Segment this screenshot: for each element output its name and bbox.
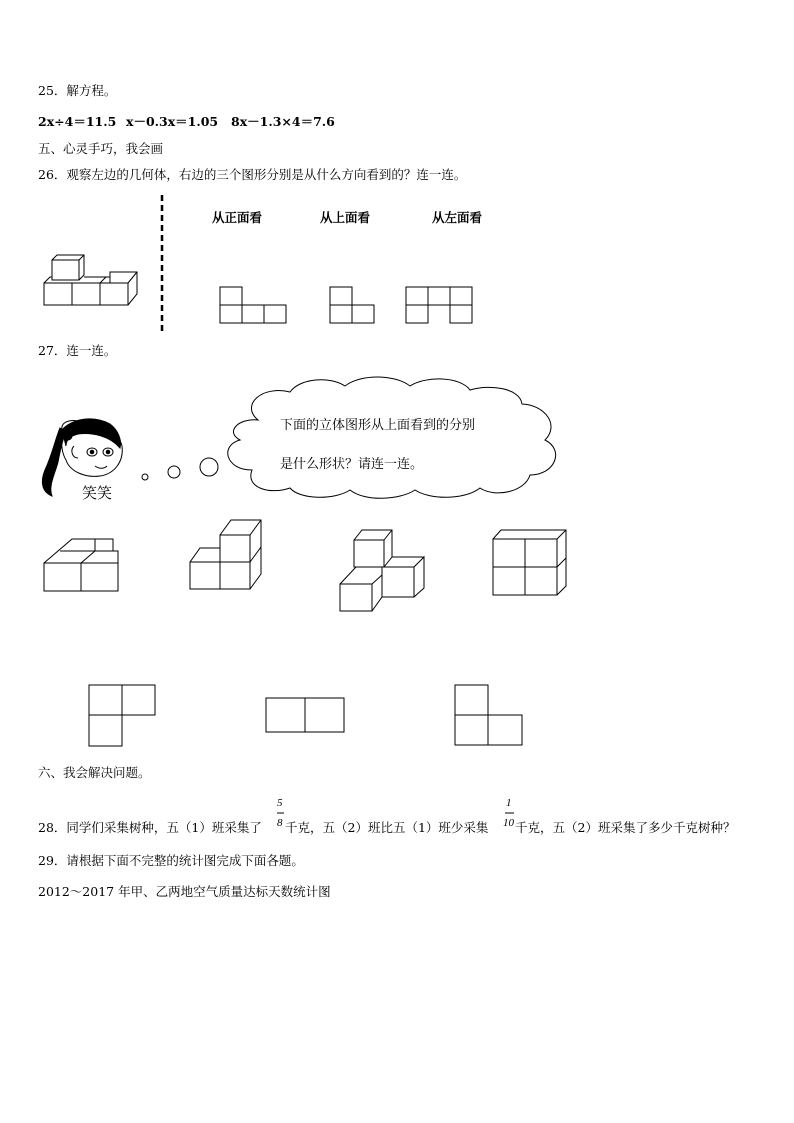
q27-solid-2: [190, 520, 261, 589]
thought-circle-large: [200, 458, 218, 476]
q27-solid-3: [340, 530, 424, 611]
equation-3: 8x－1.3×4＝7.6: [231, 114, 335, 129]
q25-title: 25．解方程。: [38, 83, 117, 98]
fraction-1-numerator: 5: [277, 797, 283, 809]
fraction-1-denominator: 8: [277, 817, 283, 829]
q29-title: 29．请根据下面不完整的统计图完成下面各题。: [38, 853, 304, 868]
equation-1: 2x÷4＝11.5: [38, 114, 117, 129]
section-6-heading: 六、我会解决问题。: [38, 765, 151, 780]
bubble-text-line-2: 是什么形状？请连一连。: [280, 457, 424, 472]
q27-solid-1: [44, 539, 118, 591]
equation-2: x－0.3x＝1.05: [126, 114, 219, 129]
view-front-label: 从正面看: [212, 210, 263, 225]
q26-solid-figure: [44, 255, 137, 305]
q27-title: 27．连一连。: [38, 343, 117, 358]
q28-text-part-1: 28．同学们采集树种，五（1）班采集了: [38, 820, 262, 835]
character-name: 笑笑: [82, 484, 113, 502]
q28-text-part-3: 千克，五（2）班采集了多少千克树种？: [515, 820, 736, 835]
fraction-2-numerator: 1: [506, 797, 512, 809]
q27-top-view-3: [455, 685, 522, 745]
q26-view-top: [330, 287, 374, 323]
q27-solid-4: [493, 530, 566, 595]
q27-top-view-2: [266, 698, 344, 732]
fraction-2-denominator: 10: [503, 817, 514, 829]
thought-circle-small: [142, 474, 148, 480]
q26-view-front: [220, 287, 286, 323]
q28-text-part-2: 千克，五（2）班比五（1）班少采集: [285, 820, 489, 835]
q26-title: 26．观察左边的几何体，右边的三个图形分别是从什么方向看到的？连一连。: [38, 167, 467, 182]
q27-top-view-1: [89, 685, 155, 746]
q26-view-left: [406, 287, 472, 323]
section-5-heading: 五、心灵手巧，我会画: [38, 141, 164, 156]
chart-caption: 2012～2017 年甲、乙两地空气质量达标天数统计图: [38, 884, 331, 899]
view-top-label: 从上面看: [320, 210, 371, 225]
bubble-text-line-1: 下面的立体图形从上面看到的分别: [280, 418, 476, 433]
speech-cloud: [228, 377, 556, 498]
view-left-label: 从左面看: [432, 210, 483, 225]
thought-circle-medium: [168, 466, 180, 478]
